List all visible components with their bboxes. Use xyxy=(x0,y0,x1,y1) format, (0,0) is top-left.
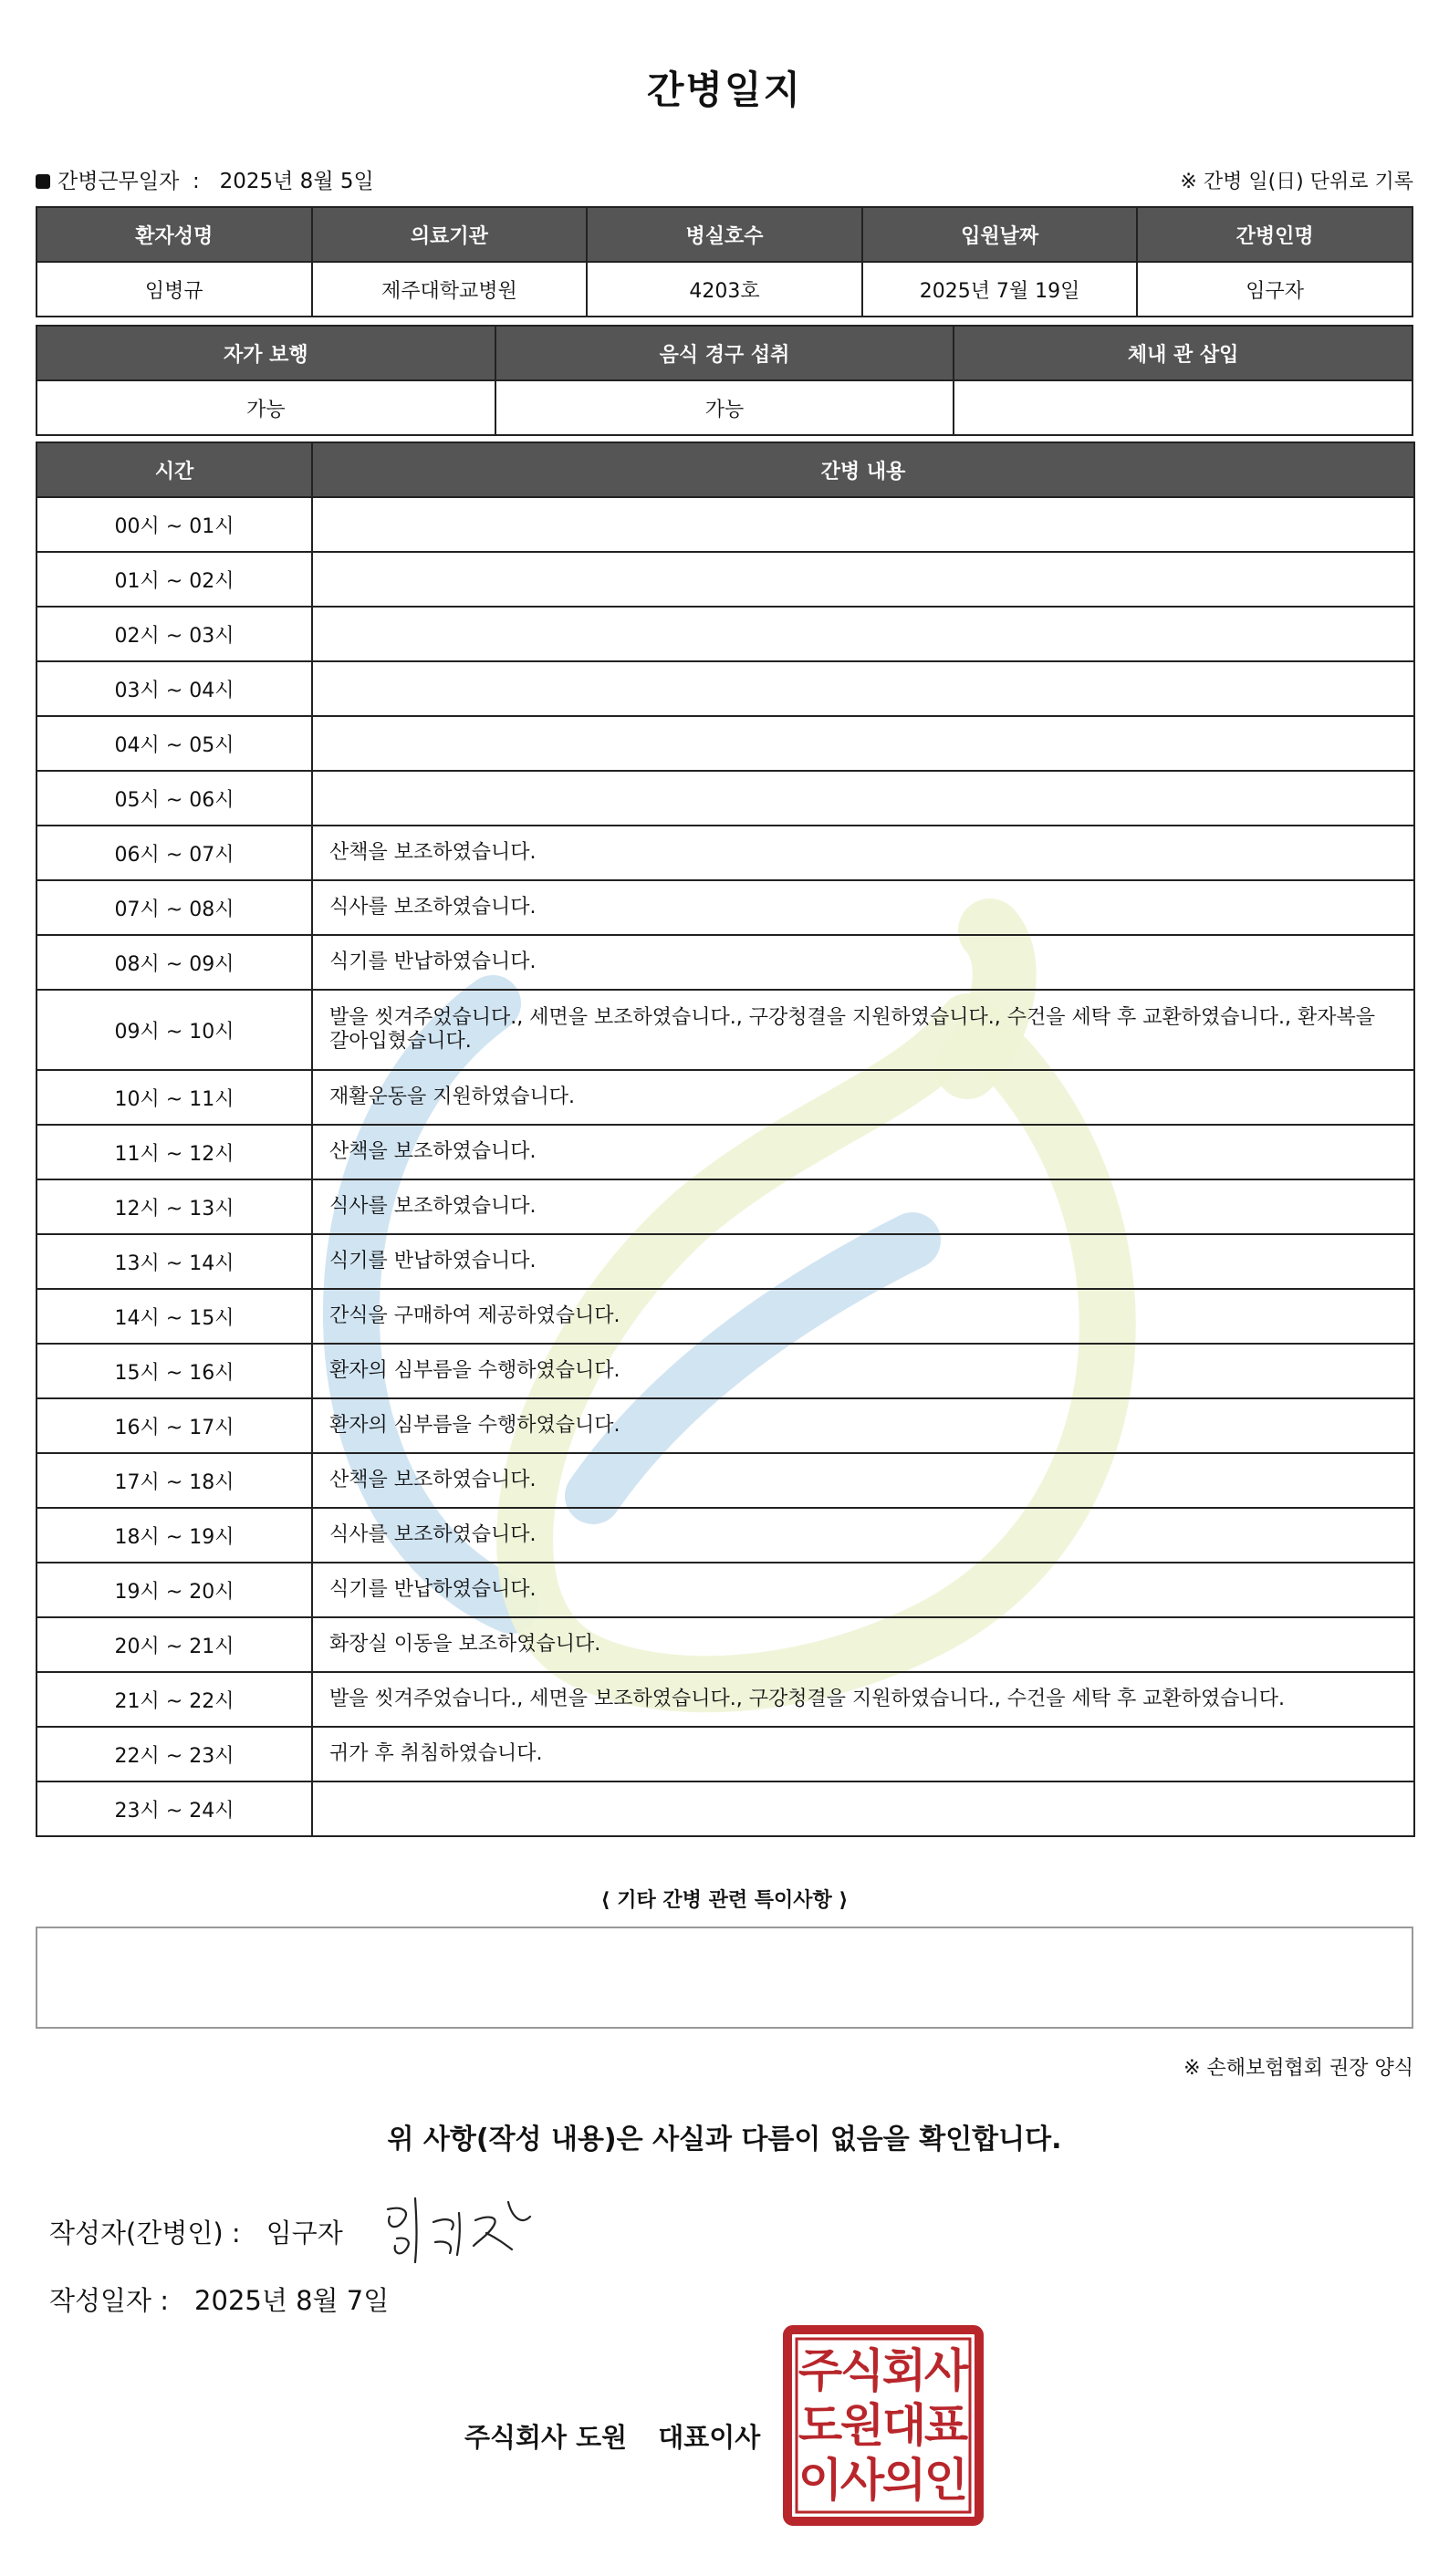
header-hospital: 의료기관 xyxy=(312,207,588,262)
log-content xyxy=(312,497,1414,552)
unit-note: ※ 간병 일(日) 단위로 기록 xyxy=(1180,171,1413,193)
log-time: 18시 ~ 19시 xyxy=(36,1508,312,1563)
write-date-line xyxy=(49,2280,389,2318)
log-content: 식사를 보조하였습니다. xyxy=(312,1508,1414,1563)
header-room-number: 병실호수 xyxy=(587,207,862,262)
log-time: 22시 ~ 23시 xyxy=(36,1727,312,1781)
care-log-rows xyxy=(36,497,1414,1836)
table-row xyxy=(36,1563,1414,1617)
table-row xyxy=(36,661,1414,716)
seal-char: 이 xyxy=(797,2454,843,2507)
log-content: 산책을 보조하였습니다. xyxy=(312,826,1414,880)
seal-char: 의 xyxy=(881,2454,927,2507)
log-time: 14시 ~ 15시 xyxy=(36,1289,312,1344)
log-time: 10시 ~ 11시 xyxy=(36,1070,312,1125)
log-time: 00시 ~ 01시 xyxy=(36,497,312,552)
log-time: 16시 ~ 17시 xyxy=(36,1398,312,1453)
log-content: 재활운동을 지원하였습니다. xyxy=(312,1070,1414,1125)
log-content: 간식을 구매하여 제공하였습니다. xyxy=(312,1289,1414,1344)
table-row xyxy=(36,1617,1414,1672)
log-time: 20시 ~ 21시 xyxy=(36,1617,312,1672)
table-row xyxy=(36,880,1414,935)
care-log-header-row xyxy=(36,442,1414,497)
patient-status-header-row xyxy=(36,326,1413,380)
log-time: 11시 ~ 12시 xyxy=(36,1125,312,1179)
write-date-label: 작성일자 : xyxy=(49,2285,170,2316)
seal-char: 사 xyxy=(923,2344,969,2397)
table-row xyxy=(36,1234,1414,1289)
log-time: 01시 ~ 02시 xyxy=(36,552,312,607)
table-row xyxy=(36,1672,1414,1727)
table-row xyxy=(36,990,1414,1070)
work-date xyxy=(36,164,374,194)
company-seal xyxy=(782,2324,985,2527)
log-time: 19시 ~ 20시 xyxy=(36,1563,312,1617)
log-time: 04시 ~ 05시 xyxy=(36,716,312,771)
table-row xyxy=(36,1125,1414,1179)
seal-char: 주 xyxy=(797,2344,843,2397)
log-time: 23시 ~ 24시 xyxy=(36,1781,312,1836)
log-time: 09시 ~ 10시 xyxy=(36,990,312,1070)
log-content: 발을 씻겨주었습니다., 세면을 보조하였습니다., 구강청결을 지원하였습니다., 수건을 세탁 후 교환하였습니다. xyxy=(312,1672,1414,1727)
log-content: 식기를 반납하였습니다. xyxy=(312,1234,1414,1289)
log-content xyxy=(312,716,1414,771)
table-row xyxy=(36,1453,1414,1508)
header-admission-date: 입원날짜 xyxy=(862,207,1138,262)
room-number: 4203호 xyxy=(587,262,862,317)
log-time: 06시 ~ 07시 xyxy=(36,826,312,880)
log-time: 17시 ~ 18시 xyxy=(36,1453,312,1508)
log-content xyxy=(312,661,1414,716)
table-row xyxy=(36,1781,1414,1836)
table-row xyxy=(36,1289,1414,1344)
table-row xyxy=(36,1179,1414,1234)
table-row xyxy=(36,1508,1414,1563)
tube-insertion xyxy=(954,380,1413,435)
admission-date: 2025년 7월 19일 xyxy=(862,262,1138,317)
writer-name: 임구자 xyxy=(266,2218,343,2249)
writer-line xyxy=(49,2213,343,2250)
log-time: 08시 ~ 09시 xyxy=(36,935,312,990)
log-content xyxy=(312,607,1414,661)
oral-intake: 가능 xyxy=(495,380,954,435)
table-row xyxy=(36,1398,1414,1453)
patient-status-value-row xyxy=(36,380,1413,435)
patient-info-value-row xyxy=(36,262,1413,317)
log-content: 산책을 보조하였습니다. xyxy=(312,1453,1414,1508)
log-time: 12시 ~ 13시 xyxy=(36,1179,312,1234)
writer-label: 작성자(간병인) : xyxy=(49,2218,241,2249)
table-row xyxy=(36,716,1414,771)
work-date-value: 2025년 8월 5일 xyxy=(219,170,374,193)
log-content xyxy=(312,552,1414,607)
work-date-label: 간병근무일자 xyxy=(57,170,180,193)
seal-char: 회 xyxy=(881,2344,927,2397)
log-content: 귀가 후 취침하였습니다. xyxy=(312,1727,1414,1781)
company-line xyxy=(464,2417,760,2455)
patient-name: 임병규 xyxy=(36,262,312,317)
page-title: 간병일지 xyxy=(646,68,803,112)
remarks-box xyxy=(36,1927,1413,2029)
header-patient-name: 환자성명 xyxy=(36,207,312,262)
patient-info-table xyxy=(36,206,1413,317)
log-content: 환자의 심부름을 수행하였습니다. xyxy=(312,1344,1414,1398)
log-time: 03시 ~ 04시 xyxy=(36,661,312,716)
log-content: 발을 씻겨주었습니다., 세면을 보조하였습니다., 구강청결을 지원하였습니다., 수건을 세탁 후 교환하였습니다., 환자복을 갈아입혔습니다. xyxy=(312,990,1414,1070)
log-content: 식기를 반납하였습니다. xyxy=(312,1563,1414,1617)
header-self-walking: 자가 보행 xyxy=(36,326,495,380)
header-caregiver-name: 간병인명 xyxy=(1137,207,1413,262)
table-row xyxy=(36,1070,1414,1125)
caregiver-name: 임구자 xyxy=(1137,262,1413,317)
square-bullet-icon xyxy=(36,174,50,189)
log-time: 05시 ~ 06시 xyxy=(36,771,312,826)
seal-char: 사 xyxy=(839,2454,885,2507)
seal-char: 표 xyxy=(923,2399,969,2452)
seal-char: 도 xyxy=(797,2399,843,2452)
work-date-sep: : xyxy=(192,170,200,193)
log-content xyxy=(312,771,1414,826)
company-name: 주식회사 도원 xyxy=(464,2422,628,2453)
write-date-value: 2025년 8월 7일 xyxy=(194,2285,390,2316)
seal-char: 인 xyxy=(923,2454,969,2507)
patient-info-header-row xyxy=(36,207,1413,262)
table-row xyxy=(36,771,1414,826)
log-content: 환자의 심부름을 수행하였습니다. xyxy=(312,1398,1414,1453)
table-row xyxy=(36,1727,1414,1781)
header-time: 시간 xyxy=(36,442,312,497)
table-row xyxy=(36,607,1414,661)
seal-char: 원 xyxy=(839,2399,885,2452)
log-time: 02시 ~ 03시 xyxy=(36,607,312,661)
remarks-title: ⟨ 기타 간병 관련 특이사항 ⟩ xyxy=(600,1889,849,1912)
log-time: 13시 ~ 14시 xyxy=(36,1234,312,1289)
confirmation-statement: 위 사항(작성 내용)은 사실과 다름이 없음을 확인합니다. xyxy=(387,2124,1062,2155)
table-row xyxy=(36,552,1414,607)
header-care-content: 간병 내용 xyxy=(312,442,1414,497)
self-walking: 가능 xyxy=(36,380,495,435)
header-oral-intake: 음식 경구 섭취 xyxy=(495,326,954,380)
table-row xyxy=(36,1344,1414,1398)
log-content: 화장실 이동을 보조하였습니다. xyxy=(312,1617,1414,1672)
signature xyxy=(375,2189,539,2271)
log-time: 21시 ~ 22시 xyxy=(36,1672,312,1727)
log-time: 07시 ~ 08시 xyxy=(36,880,312,935)
log-content: 식사를 보조하였습니다. xyxy=(312,880,1414,935)
header-tube-insertion: 체내 관 삽입 xyxy=(954,326,1413,380)
form-note: ※ 손해보험협회 권장 양식 xyxy=(1183,2057,1413,2080)
company-role: 대표이사 xyxy=(658,2422,761,2453)
log-content xyxy=(312,1781,1414,1836)
log-content: 산책을 보조하였습니다. xyxy=(312,1125,1414,1179)
log-content: 식사를 보조하였습니다. xyxy=(312,1179,1414,1234)
log-time: 15시 ~ 16시 xyxy=(36,1344,312,1398)
table-row xyxy=(36,935,1414,990)
patient-status-table xyxy=(36,325,1413,436)
seal-char: 대 xyxy=(881,2399,927,2452)
care-log-table xyxy=(36,441,1415,1837)
hospital: 제주대학교병원 xyxy=(312,262,588,317)
log-content: 식기를 반납하였습니다. xyxy=(312,935,1414,990)
seal-char: 식 xyxy=(839,2344,885,2397)
table-row xyxy=(36,826,1414,880)
table-row xyxy=(36,497,1414,552)
